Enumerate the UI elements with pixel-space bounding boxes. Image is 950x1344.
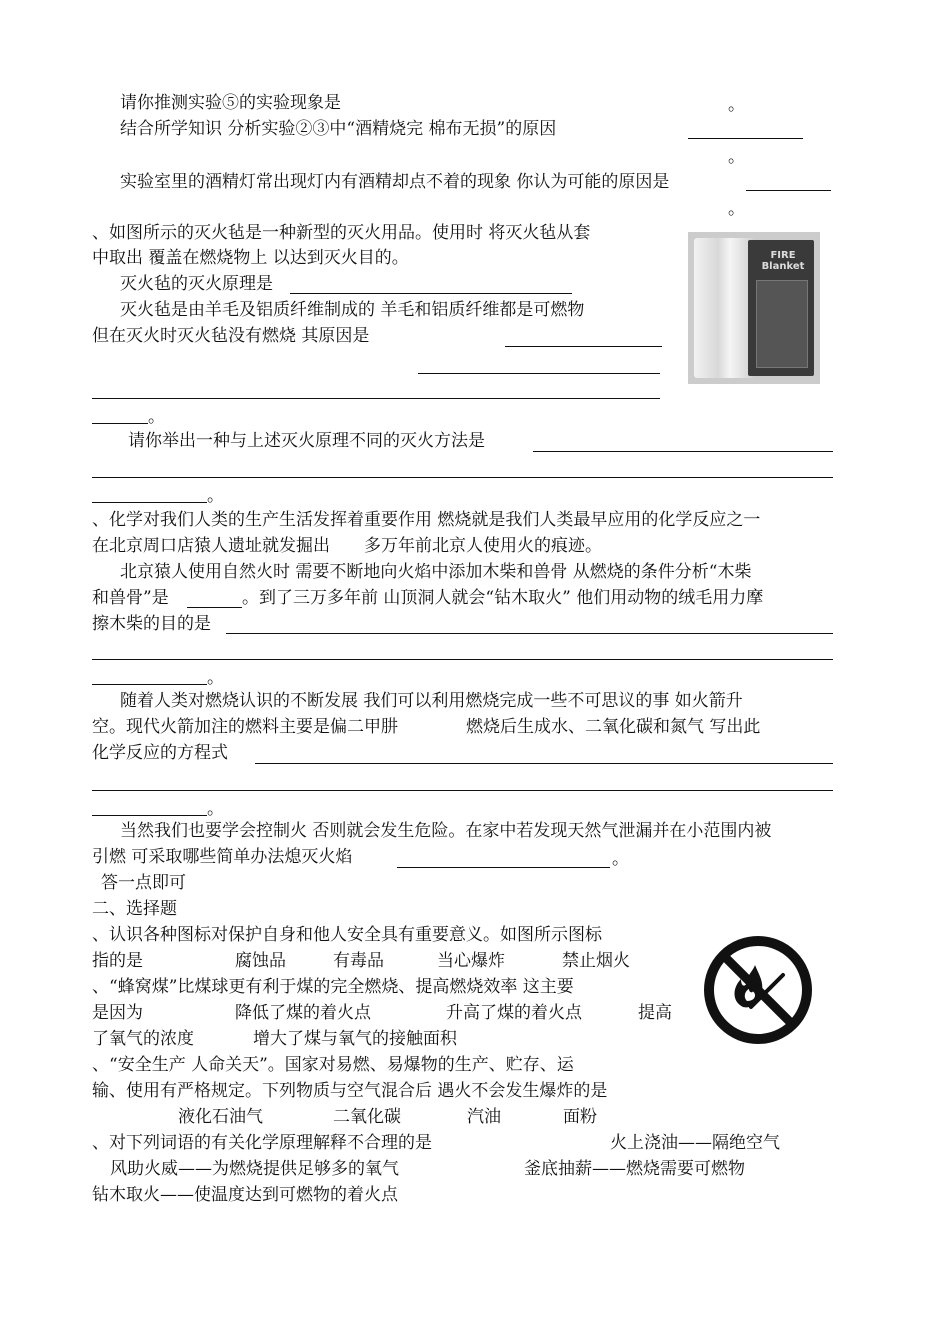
question-fire-line11: 答一点即可: [101, 873, 186, 893]
choice3-option-c[interactable]: 汽油: [467, 1107, 501, 1127]
choice3-stem2: 输、使用有严格规定。下列物质与空气混合后 遇火不会发生爆炸的是: [92, 1081, 608, 1101]
answer-blank[interactable]: [746, 190, 831, 191]
period: 。: [207, 486, 224, 506]
question-fire-line9: 当然我们也要学会控制火 否则就会发生危险。在家中若发现天然气泄漏并在小范围内被: [120, 821, 772, 841]
question-blanket-line5: 但在灭火时灭火毡没有燃烧 其原因是: [92, 326, 370, 346]
question-fire-line10: 引燃 可采取哪些简单办法熄灭火焰: [92, 847, 353, 867]
line-experiment5: 请你推测实验⑤的实验现象是: [120, 93, 341, 113]
question-blanket-line6: 请你举出一种与上述灭火原理不同的灭火方法是: [128, 431, 485, 451]
choice2-option-c-cont: 了氧气的浓度: [92, 1029, 194, 1049]
question-fire-line3: 北京猿人使用自然火时 需要不断地向火焰中添加木柴和兽骨 从燃烧的条件分析“木柴: [120, 562, 752, 582]
question-fire-line1: 、化学对我们人类的生产生活发挥着重要作用 燃烧就是我们人类最早应用的化学反应之一: [92, 510, 761, 530]
answer-blank[interactable]: [92, 502, 207, 503]
choice3-option-b[interactable]: 二氧化碳: [333, 1107, 401, 1127]
question-fire-line6: 随着人类对燃烧认识的不断发展 我们可以利用燃烧完成一些不可思议的事 如火箭升: [120, 691, 743, 711]
period: 。: [148, 407, 165, 427]
answer-blank[interactable]: [92, 423, 148, 424]
answer-blank[interactable]: [92, 477, 833, 478]
choice1-option-c[interactable]: 当心爆炸: [437, 951, 505, 971]
choice2-option-b[interactable]: 升高了煤的着火点: [446, 1003, 582, 1023]
line-alcohol-lamp: 实验室里的酒精灯常出现灯内有酒精却点不着的现象 你认为可能的原因是: [120, 172, 670, 192]
choice3-option-d[interactable]: 面粉: [563, 1107, 597, 1127]
period: 。: [612, 849, 629, 869]
answer-blank[interactable]: [187, 607, 242, 608]
answer-blank[interactable]: [92, 684, 207, 685]
answer-blank[interactable]: [505, 346, 662, 347]
period: 。: [728, 147, 745, 167]
choice3-option-a[interactable]: 液化石油气: [178, 1107, 263, 1127]
question-fire-line2: 在北京周口店猿人遗址就发掘出 多万年前北京人使用火的痕迹。: [92, 536, 602, 556]
period: 。: [207, 668, 224, 688]
question-fire-line8: 化学反应的方程式: [92, 743, 228, 763]
question-fire-line4a: 和兽骨”是: [92, 588, 169, 608]
answer-blank[interactable]: [290, 293, 572, 294]
choice4-option-c[interactable]: 釜底抽薪——燃烧需要可燃物: [524, 1159, 745, 1179]
choice2-stem2: 是因为: [92, 1003, 143, 1023]
question-fire-line4b: 。到了三万多年前 山顶洞人就会“钻木取火” 他们用动物的绒毛用力摩: [242, 588, 764, 608]
choice2-stem: 、“蜂窝煤”比煤球更有利于煤的完全燃烧、提高燃烧效率 这主要: [92, 977, 574, 997]
answer-blank[interactable]: [92, 790, 833, 791]
period: 。: [728, 95, 745, 115]
choice2-option-a[interactable]: 降低了煤的着火点: [235, 1003, 371, 1023]
answer-blank[interactable]: [418, 373, 660, 374]
choice3-stem: 、“安全生产 人命关天”。国家对易燃、易爆物的生产、贮存、运: [92, 1055, 574, 1075]
answer-blank[interactable]: [92, 815, 207, 816]
period: 。: [728, 199, 745, 219]
choice2-option-c[interactable]: 提高: [638, 1003, 672, 1023]
no-fire-sign-icon: [703, 935, 813, 1045]
line-reason: 结合所学知识 分析实验②③中“酒精烧完 棉布无损”的原因: [120, 119, 557, 139]
choice4-option-d[interactable]: 钻木取火——使温度达到可燃物的着火点: [92, 1185, 398, 1205]
choice4-stem: 、对下列词语的有关化学原理解释不合理的是: [92, 1133, 432, 1153]
fire-blanket-photo: [688, 232, 820, 384]
answer-blank[interactable]: [688, 138, 803, 139]
photo-label-blanket: Blanket: [761, 261, 805, 272]
question-blanket-line1: 、如图所示的灭火毡是一种新型的灭火用品。使用时 将灭火毡从套: [92, 223, 591, 243]
question-fire-line7: 空。现代火箭加注的燃料主要是偏二甲肼 燃烧后生成水、二氧化碳和氮气 写出此: [92, 717, 761, 737]
answer-blank[interactable]: [255, 763, 833, 764]
answer-blank[interactable]: [92, 659, 833, 660]
question-blanket-line4: 灭火毡是由羊毛及铝质纤维制成的 羊毛和铝质纤维都是可燃物: [120, 300, 585, 320]
question-blanket-line2: 中取出 覆盖在燃烧物上 以达到灭火目的。: [92, 248, 409, 268]
choice1-option-d[interactable]: 禁止烟火: [562, 951, 630, 971]
choice1-stem2: 指的是: [92, 951, 143, 971]
answer-blank[interactable]: [92, 398, 660, 399]
choice1-option-a[interactable]: 腐蚀品: [235, 951, 286, 971]
answer-blank[interactable]: [533, 451, 833, 452]
choice1-option-b[interactable]: 有毒品: [333, 951, 384, 971]
photo-label-fire: FIRE: [770, 250, 796, 261]
choice1-stem: 、认识各种图标对保护自身和他人安全具有重要意义。如图所示图标: [92, 925, 602, 945]
section-title-choice: 二、选择题: [92, 899, 177, 919]
choice4-option-b[interactable]: 风助火威——为燃烧提供足够多的氧气: [110, 1159, 399, 1179]
choice4-option-a[interactable]: 火上浇油——隔绝空气: [610, 1133, 780, 1153]
period: 。: [207, 799, 224, 819]
question-blanket-line3: 灭火毡的灭火原理是: [120, 274, 273, 294]
answer-blank[interactable]: [397, 867, 610, 868]
question-fire-line5: 擦木柴的目的是: [92, 614, 211, 634]
choice2-option-d[interactable]: 增大了煤与氧气的接触面积: [253, 1029, 457, 1049]
answer-blank[interactable]: [226, 633, 833, 634]
